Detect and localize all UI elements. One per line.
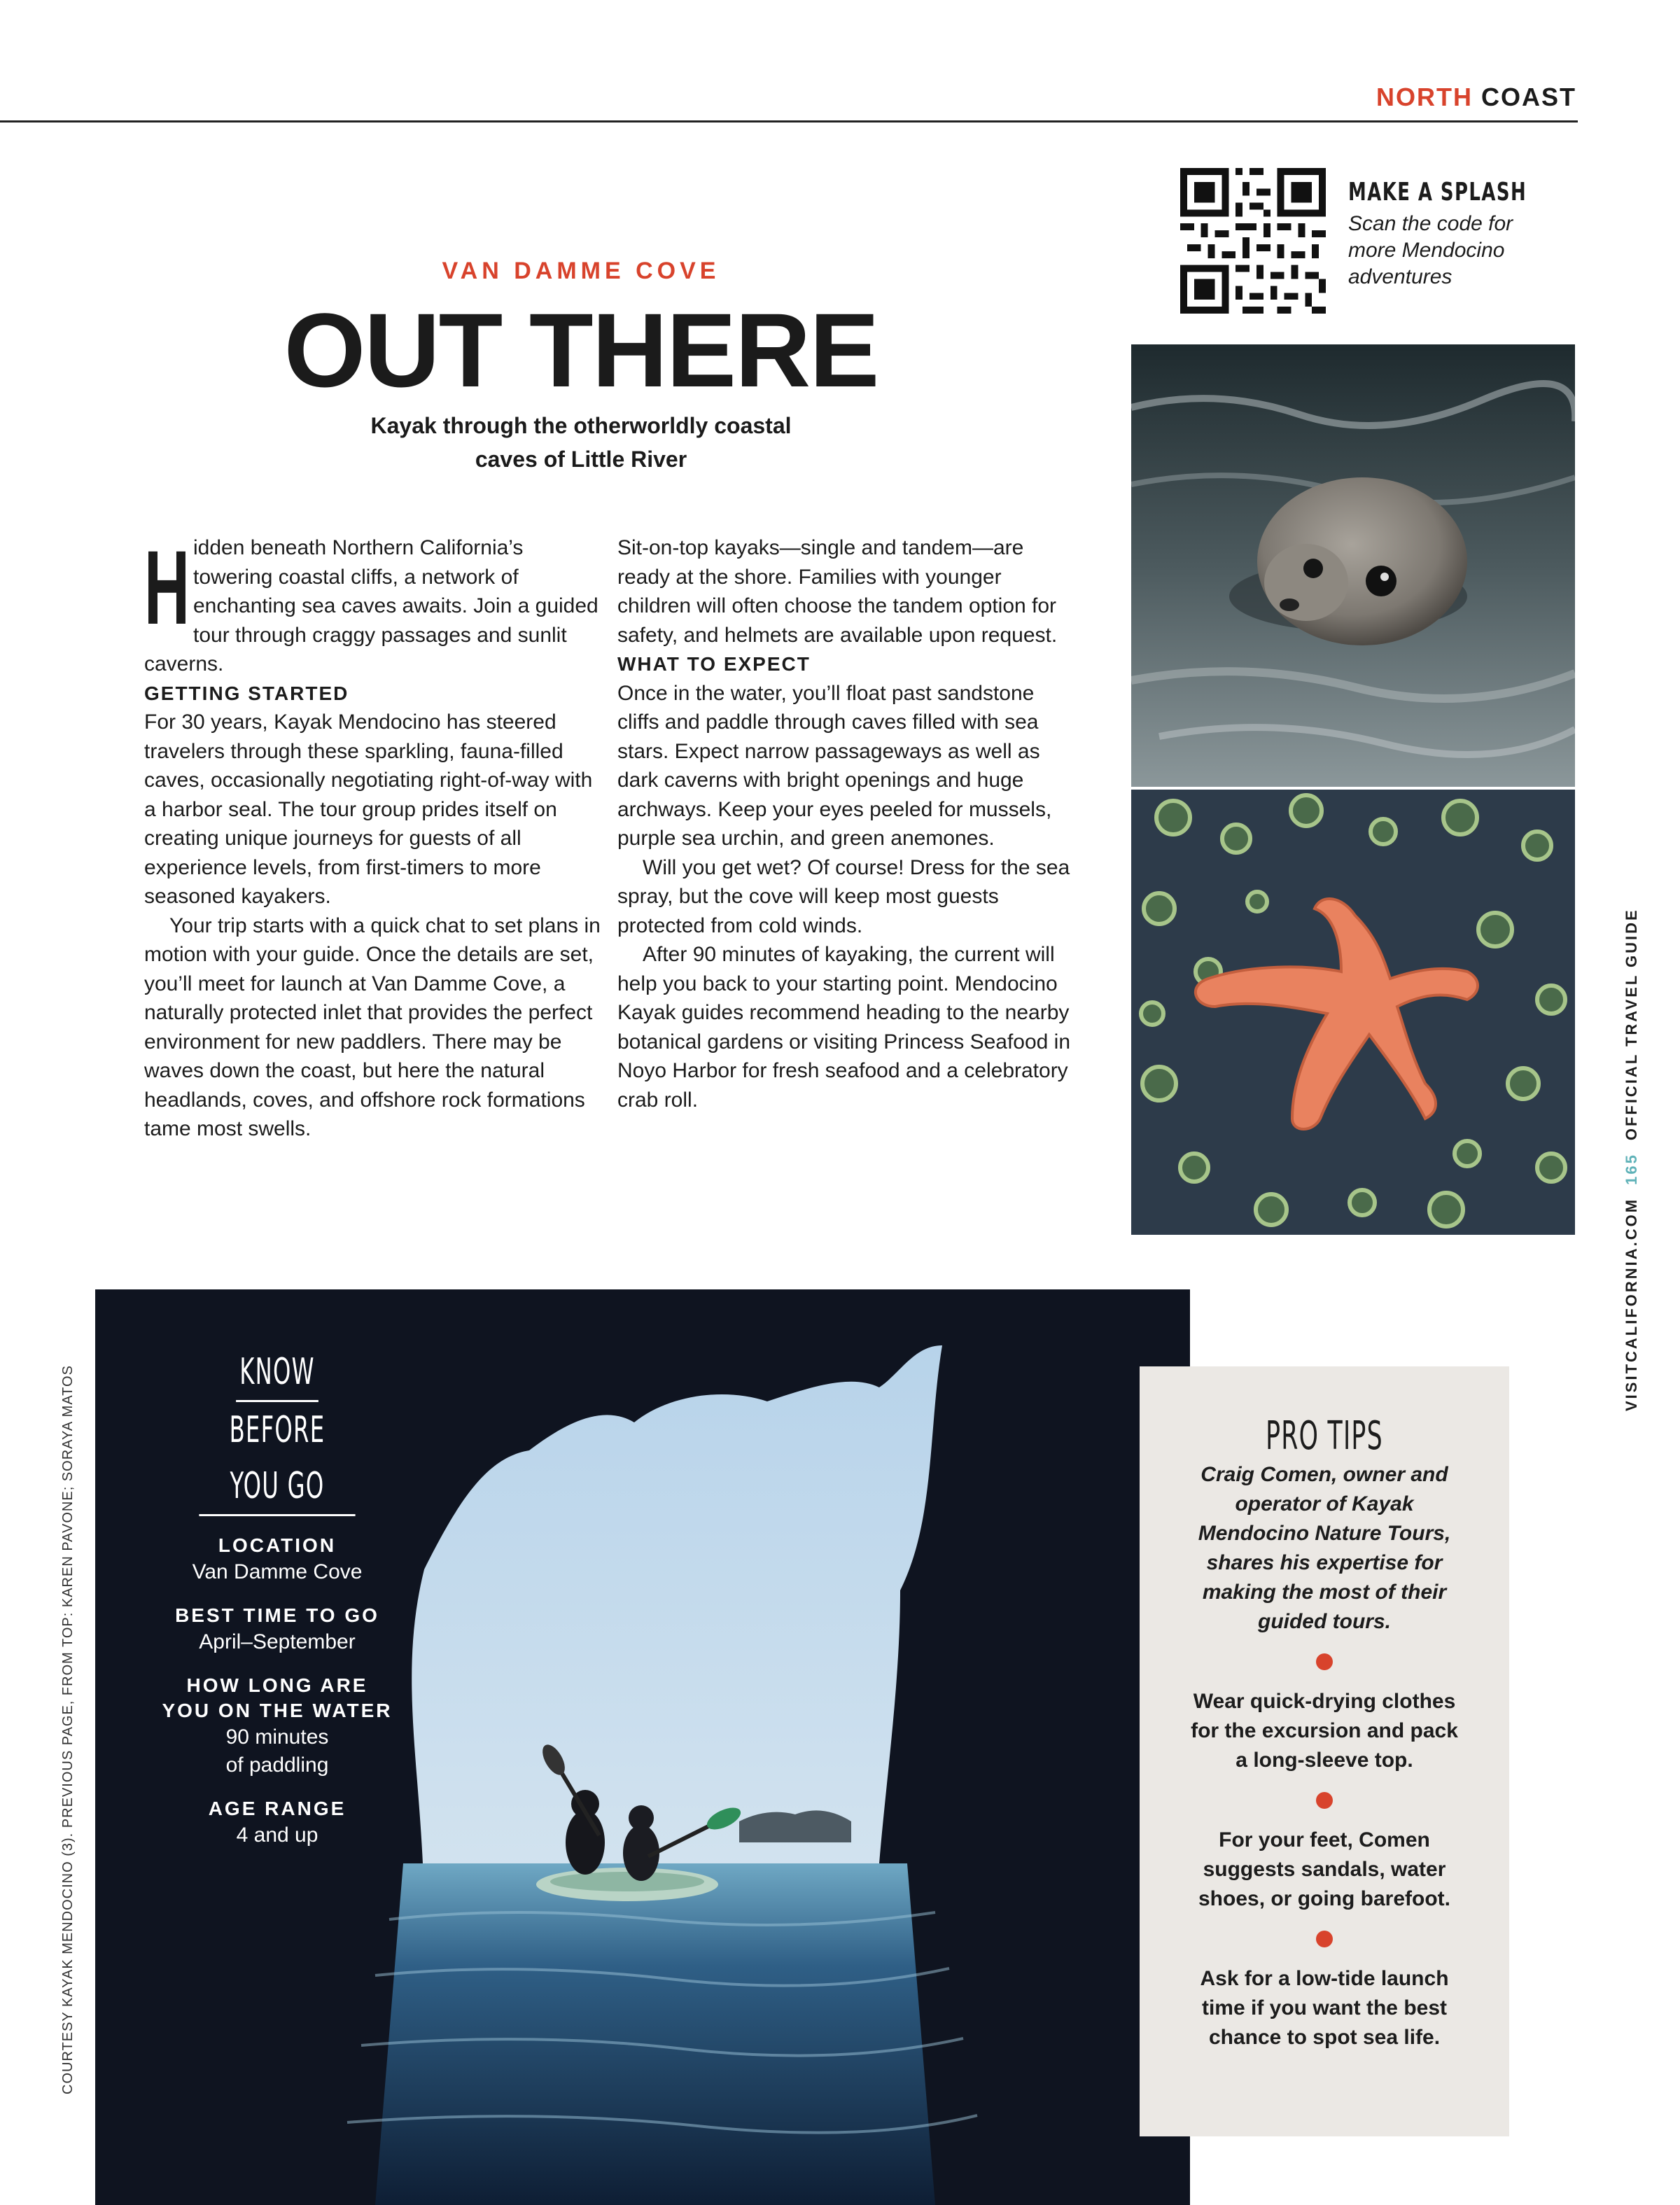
kayaks-paragraph: Sit-on-top kayaks—single and tandem—are ready at the shore. Families with younger children will often choose the tandem option for safety, and helmets are available upon request.	[617, 536, 1058, 647]
bullet-dot	[1316, 1653, 1333, 1670]
duration-value-2: of paddling	[225, 1754, 329, 1777]
article-column-right	[617, 533, 1079, 1114]
article-title: OUT THERE	[284, 291, 878, 409]
tip-1: Wear quick-drying clothes for the excursion and pack a long-sleeve top.	[1191, 1690, 1458, 1772]
article-kicker: VAN DAMME COVE	[442, 258, 720, 284]
tip-2: For your feet, Comen suggests sandals, water shoes, or going barefoot.	[1198, 1828, 1450, 1910]
section-label	[1376, 83, 1576, 112]
know-title-line-1: KNOW	[236, 1344, 318, 1402]
page-footer-vertical	[1623, 908, 1641, 1411]
pro-tips-panel	[1140, 1366, 1509, 2136]
bullet-dot	[1316, 1792, 1333, 1809]
age-value: 4 and up	[236, 1823, 318, 1847]
article-subtitle	[301, 409, 861, 476]
harbor-seal-photo	[1131, 344, 1575, 787]
tip-3: Ask for a low-tide launch time if you want the best chance to spot sea life.	[1200, 1967, 1449, 2049]
getting-started-paragraph-2: Your trip starts with a quick chat to set plans in motion with your guide. Once the details are set, you’ll meet for launch at Van Damme Cove, a naturally protected inlet that provides the perfect environment for new paddlers. There may be waves down the coast, but here the natural headlands, coves, and offshore rock formations tame most swells.	[144, 913, 601, 1140]
age-label: AGE RANGE	[208, 1798, 346, 1819]
expect-paragraph-3: After 90 minutes of kayaking, the current will help you back to your starting point. Mendocino Kayak guides recommend heading to the nearby botanical gardens or visiting Princess Seafood in Noyo Harbor for fresh seafood and a celebratory crab roll.	[617, 943, 1071, 1112]
what-to-expect-heading: WHAT TO EXPECT	[617, 653, 811, 675]
know-best-time	[151, 1603, 403, 1656]
photo-credit: COURTESY KAYAK MENDOCINO (3). PREVIOUS PAGE, FROM TOP: KAREN PAVONE; SORAYA MATOS	[60, 1365, 76, 2094]
qr-title: MAKE A SPLASH	[1348, 178, 1527, 206]
bullet-dot	[1316, 1931, 1333, 1947]
qr-caption	[1348, 178, 1558, 290]
subtitle-line-1: Kayak through the otherworldly coastal	[370, 413, 792, 438]
site-url[interactable]: VISITCALIFORNIA.COM	[1623, 1197, 1640, 1411]
getting-started-paragraph-1: For 30 years, Kayak Mendocino has steered travelers through these sparkling, fauna-filled caves, occasionally negotiating right-of-way with a harbor seal. The tour group prides itself on creating unique journeys for guests of all experience levels, from first-timers to more seasoned kayakers.	[144, 710, 593, 908]
page-number: 165	[1623, 1153, 1640, 1185]
location-value: Van Damme Cove	[192, 1560, 363, 1583]
duration-value-1: 90 minutes	[225, 1726, 329, 1749]
section-label-rest: COAST	[1481, 83, 1576, 111]
getting-started-heading: GETTING STARTED	[144, 682, 349, 704]
qr-body: Scan the code for more Mendocino adventures	[1348, 212, 1513, 288]
location-label: LOCATION	[218, 1534, 337, 1556]
pro-tips-title: PRO TIPS	[1266, 1413, 1383, 1459]
qr-code[interactable]	[1180, 168, 1326, 314]
drop-cap: H	[144, 528, 190, 646]
know-age-range	[151, 1796, 403, 1849]
know-title	[199, 1344, 355, 1516]
expect-paragraph-2: Will you get wet? Of course! Dress for the sea spray, but the cove will keep most guests protected from cold winds.	[617, 855, 1070, 937]
best-time-label: BEST TIME TO GO	[175, 1604, 379, 1626]
expect-paragraph-1: Once in the water, you’ll float past sandstone cliffs and paddle through caves filled with sea stars. Expect narrow passageways as well as dark caverns with bright openings and huge archways. Keep your eyes peeled for mussels, purple sea urchin, and green anemones.	[617, 681, 1052, 850]
guide-name: OFFICIAL TRAVEL GUIDE	[1623, 908, 1640, 1141]
article-column-left	[144, 528, 606, 1144]
sea-star-photo	[1131, 790, 1575, 1235]
duration-label-2: YOU ON THE WATER	[162, 1700, 393, 1721]
subtitle-line-2: caves of Little River	[475, 447, 687, 472]
pro-tips-intro: Craig Comen, owner and operator of Kayak Mendocino Nature Tours, shares his expertise for making the most of their guided tours.	[1198, 1463, 1451, 1633]
duration-label-1: HOW LONG ARE	[186, 1674, 368, 1696]
know-duration	[151, 1673, 403, 1779]
know-location	[151, 1533, 403, 1586]
intro-paragraph	[144, 528, 606, 679]
header-rule	[0, 120, 1578, 122]
know-before-you-go	[151, 1344, 403, 1849]
best-time-value: April–September	[199, 1630, 356, 1653]
section-label-accent: NORTH	[1376, 83, 1473, 111]
know-title-line-2: BEFORE YOU GO	[199, 1402, 355, 1516]
intro-text: idden beneath Northern California’s towering coastal cliffs, a network of enchanting sea caves awaits. Join a guided tour through craggy passages and sunlit caverns.	[144, 536, 598, 676]
